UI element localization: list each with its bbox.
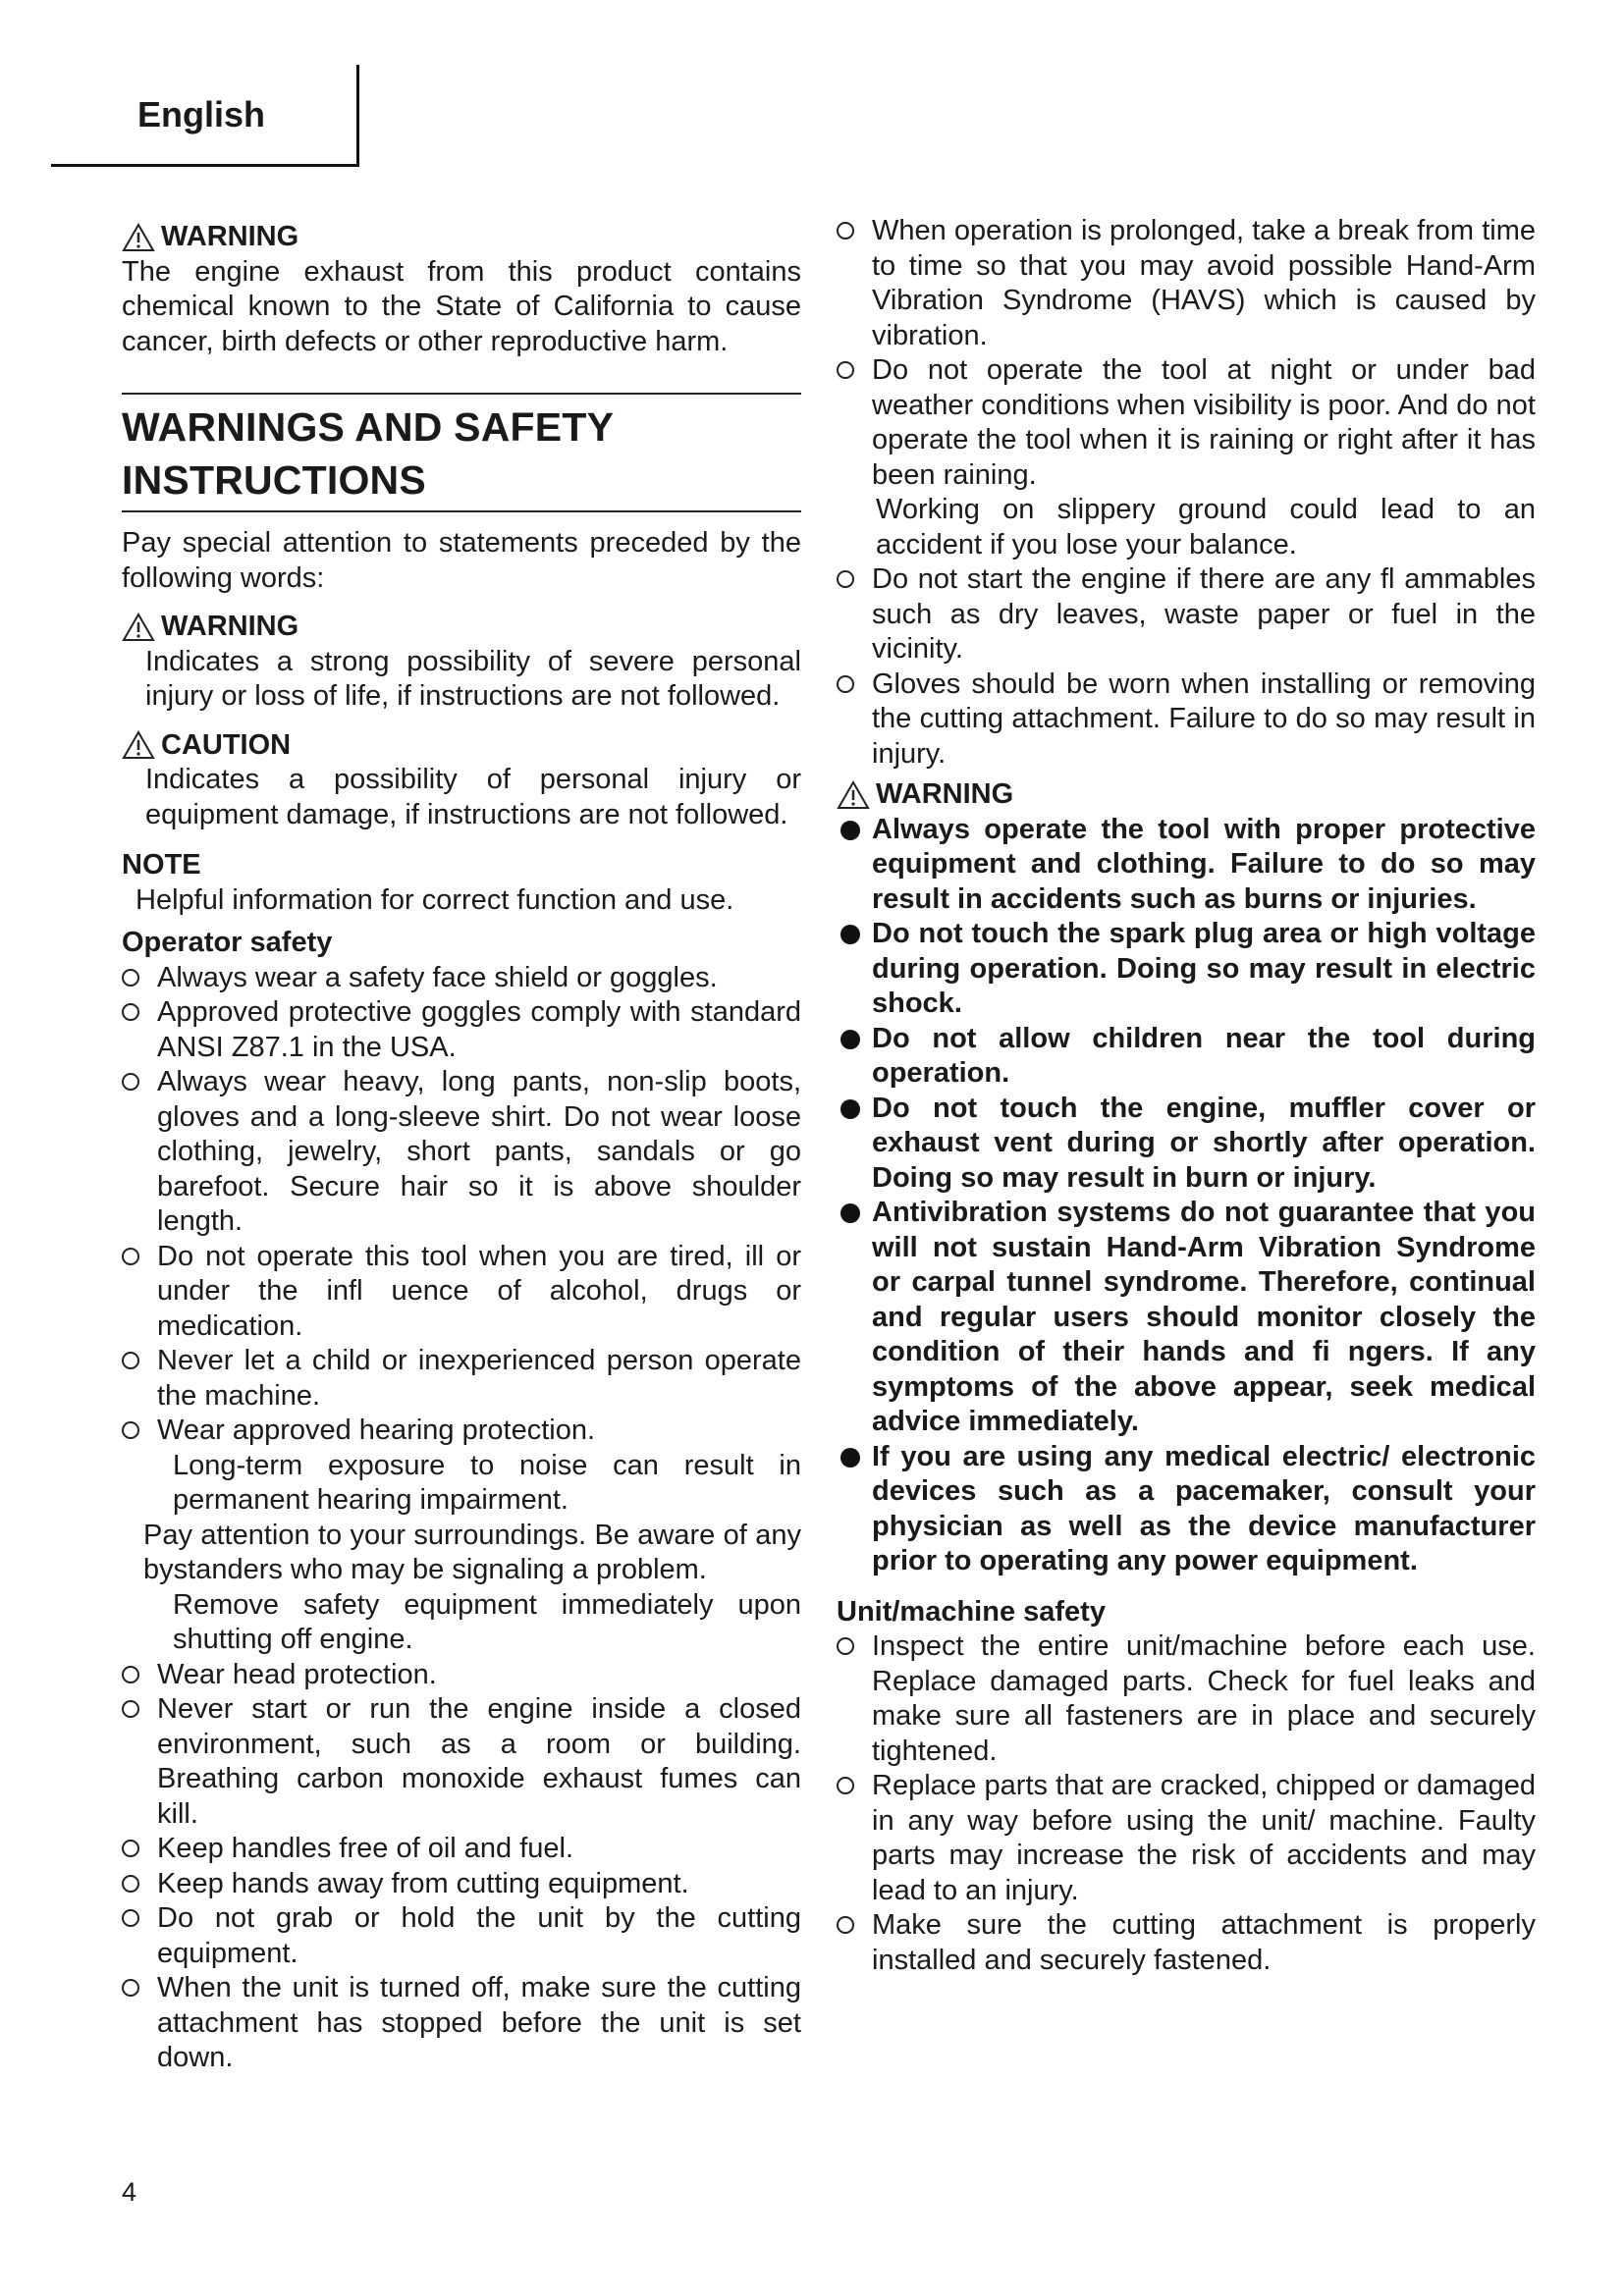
list-item: When the unit is turned off, make sure the cutting attachment has stopped before the unit is set down.	[122, 1971, 801, 2076]
circle-bullet-icon	[837, 1916, 854, 1934]
circle-bullet-icon	[122, 1073, 139, 1091]
note-heading: NOTE	[122, 849, 201, 881]
operator-safety-list	[122, 961, 801, 2076]
dot-bullet-icon	[840, 821, 860, 840]
right-column	[837, 214, 1536, 1978]
list-item: Do not operate the tool at night or under bad weather conditions when visibility is poor. And do not operate the tool when it is raining or right after it has been raining.	[837, 353, 1536, 493]
list-item: Always operate the tool with proper protective equipment and clothing. Failure to do so may result in accidents such as burns or injuries.	[837, 813, 1536, 918]
note-text: Helpful information for correct function and use.	[135, 883, 734, 916]
list-item: Never let a child or inexperienced person operate the machine.	[122, 1344, 801, 1414]
hearing-note: Long-term exposure to noise can result in permanent hearing impairment.	[173, 1449, 801, 1516]
warning-list	[837, 813, 1536, 1579]
intro-text: Pay special attention to statements preceded by the following words:	[122, 527, 801, 594]
circle-bullet-icon	[122, 1979, 139, 1997]
list-item: Wear head protection.	[122, 1658, 801, 1693]
circle-bullet-icon	[122, 1909, 139, 1927]
list-item: Replace parts that are cracked, chipped or damaged in any way before using the unit/ machine. Faulty parts may increase the risk of accidents and may lead to an injury.	[837, 1769, 1536, 1908]
list-item: If you are using any medical electric/ electronic devices such as a pacemaker, consult your physician as well as the device manufacturer prior to operating any power equipment.	[837, 1440, 1536, 1579]
warning-heading: WARNING	[837, 777, 1536, 813]
dot-bullet-icon	[840, 925, 860, 944]
list-item: Never start or run the engine inside a closed environment, such as a room or building. Breathing carbon monoxide exhaust fumes can kill.	[122, 1692, 801, 1832]
unit-safety-list	[837, 1629, 1536, 1978]
circle-bullet-icon	[837, 361, 854, 379]
warning-heading: WARNING	[122, 220, 801, 255]
unit-safety-heading: Unit/machine safety	[837, 1595, 1106, 1628]
dot-bullet-icon	[840, 1030, 860, 1049]
list-item: Do not touch the engine, muffler cover or exhaust vent during or shortly after operation. Doing so may result in burn or injury.	[837, 1092, 1536, 1197]
list-item: Do not operate this tool when you are tired, ill or under the infl uence of alcohol, drugs or medication.	[122, 1240, 801, 1345]
list-item: Make sure the cutting attachment is properly installed and securely fastened.	[837, 1908, 1536, 1978]
warning-triangle-icon	[837, 780, 870, 810]
list-item: Inspect the entire unit/machine before each use. Replace damaged parts. Check for fuel leaks and make sure all fasteners are in place and securely tightened.	[837, 1629, 1536, 1769]
circle-bullet-icon	[122, 1666, 139, 1683]
list-item: Approved protective goggles comply with standard ANSI Z87.1 in the USA.	[122, 995, 801, 1065]
circle-bullet-icon	[837, 222, 854, 240]
caution-definition-text: Indicates a possibility of personal injury or equipment damage, if instructions are not followed.	[145, 764, 801, 830]
list-item: Keep handles free of oil and fuel.	[122, 1832, 801, 1867]
warning-triangle-icon	[122, 223, 155, 252]
operator-safety-heading: Operator safety	[122, 927, 333, 958]
list-item: Always wear a safety face shield or goggles.	[122, 961, 801, 996]
circle-bullet-icon	[122, 1248, 139, 1265]
dot-bullet-icon	[840, 1448, 860, 1468]
circle-bullet-icon	[122, 1421, 139, 1439]
circle-bullet-icon	[837, 675, 854, 693]
warning-triangle-icon	[122, 730, 155, 760]
left-column	[122, 214, 801, 2076]
list-item: Antivibration systems do not guarantee that you will not sustain Hand-Arm Vibration Syndrome or carpal tunnel syndrome. Therefore, continual and regular users should monitor closely the condition of their hands and fi ngers. If any symptoms of the above appear, seek medical advice immediately.	[837, 1196, 1536, 1440]
list-item: Always wear heavy, long pants, non-slip boots, gloves and a long-sleeve shirt. Do not wear loose clothing, jewelry, short pants, sandals or go barefoot. Secure hair so it is above shoulder length.	[122, 1065, 801, 1240]
list-item: When operation is prolonged, take a break from time to time so that you may avoid possible Hand-Arm Vibration Syndrome (HAVS) which is caused by vibration.	[837, 214, 1536, 353]
list-item: Wear approved hearing protection.	[122, 1414, 801, 1449]
circle-bullet-icon	[122, 1700, 139, 1718]
list-item: Do not start the engine if there are any fl ammables such as dry leaves, waste paper or fuel in the vicinity.	[837, 562, 1536, 667]
warning-definition-heading: WARNING	[122, 610, 801, 645]
caution-heading: CAUTION	[122, 728, 801, 764]
list-item: Keep hands away from cutting equipment.	[122, 1867, 801, 1902]
circle-bullet-icon	[837, 1637, 854, 1655]
dot-bullet-icon	[840, 1099, 860, 1119]
warning-definition-text: Indicates a strong possibility of severe personal injury or loss of life, if instructions are not followed.	[145, 645, 801, 712]
page-number: 4	[122, 2177, 137, 2207]
list-item: Do not allow children near the tool during operation.	[837, 1022, 1536, 1092]
circle-bullet-icon	[122, 1875, 139, 1893]
list-item: Gloves should be worn when installing or removing the cutting attachment. Failure to do so may result in injury.	[837, 667, 1536, 773]
circle-bullet-icon	[122, 969, 139, 987]
remove-equipment-note: Remove safety equipment immediately upon shutting off engine.	[173, 1588, 801, 1655]
dot-bullet-icon	[840, 1203, 860, 1223]
slippery-note: Working on slippery ground could lead to an accident if you lose your balance.	[876, 494, 1536, 561]
circle-bullet-icon	[837, 570, 854, 588]
exhaust-warning-text: The engine exhaust from this product contains chemical known to the State of California to cause cancer, birth defects or other reproductive harm.	[122, 255, 801, 357]
circle-bullet-icon	[837, 1777, 854, 1794]
circle-bullet-icon	[122, 1003, 139, 1021]
list-item: Do not grab or hold the unit by the cutting equipment.	[122, 1901, 801, 1971]
circle-bullet-icon	[122, 1840, 139, 1857]
list-item: Do not touch the spark plug area or high voltage during operation. Doing so may result in electric shock.	[837, 917, 1536, 1022]
language-label: English	[137, 94, 266, 134]
warning-triangle-icon	[122, 613, 155, 642]
surroundings-note: Pay attention to your surroundings. Be aware of any bystanders who may be signaling a problem.	[143, 1519, 801, 1585]
language-tab	[51, 65, 359, 167]
section-title: WARNINGS AND SAFETY INSTRUCTIONS	[122, 393, 801, 512]
circle-bullet-icon	[122, 1352, 139, 1369]
